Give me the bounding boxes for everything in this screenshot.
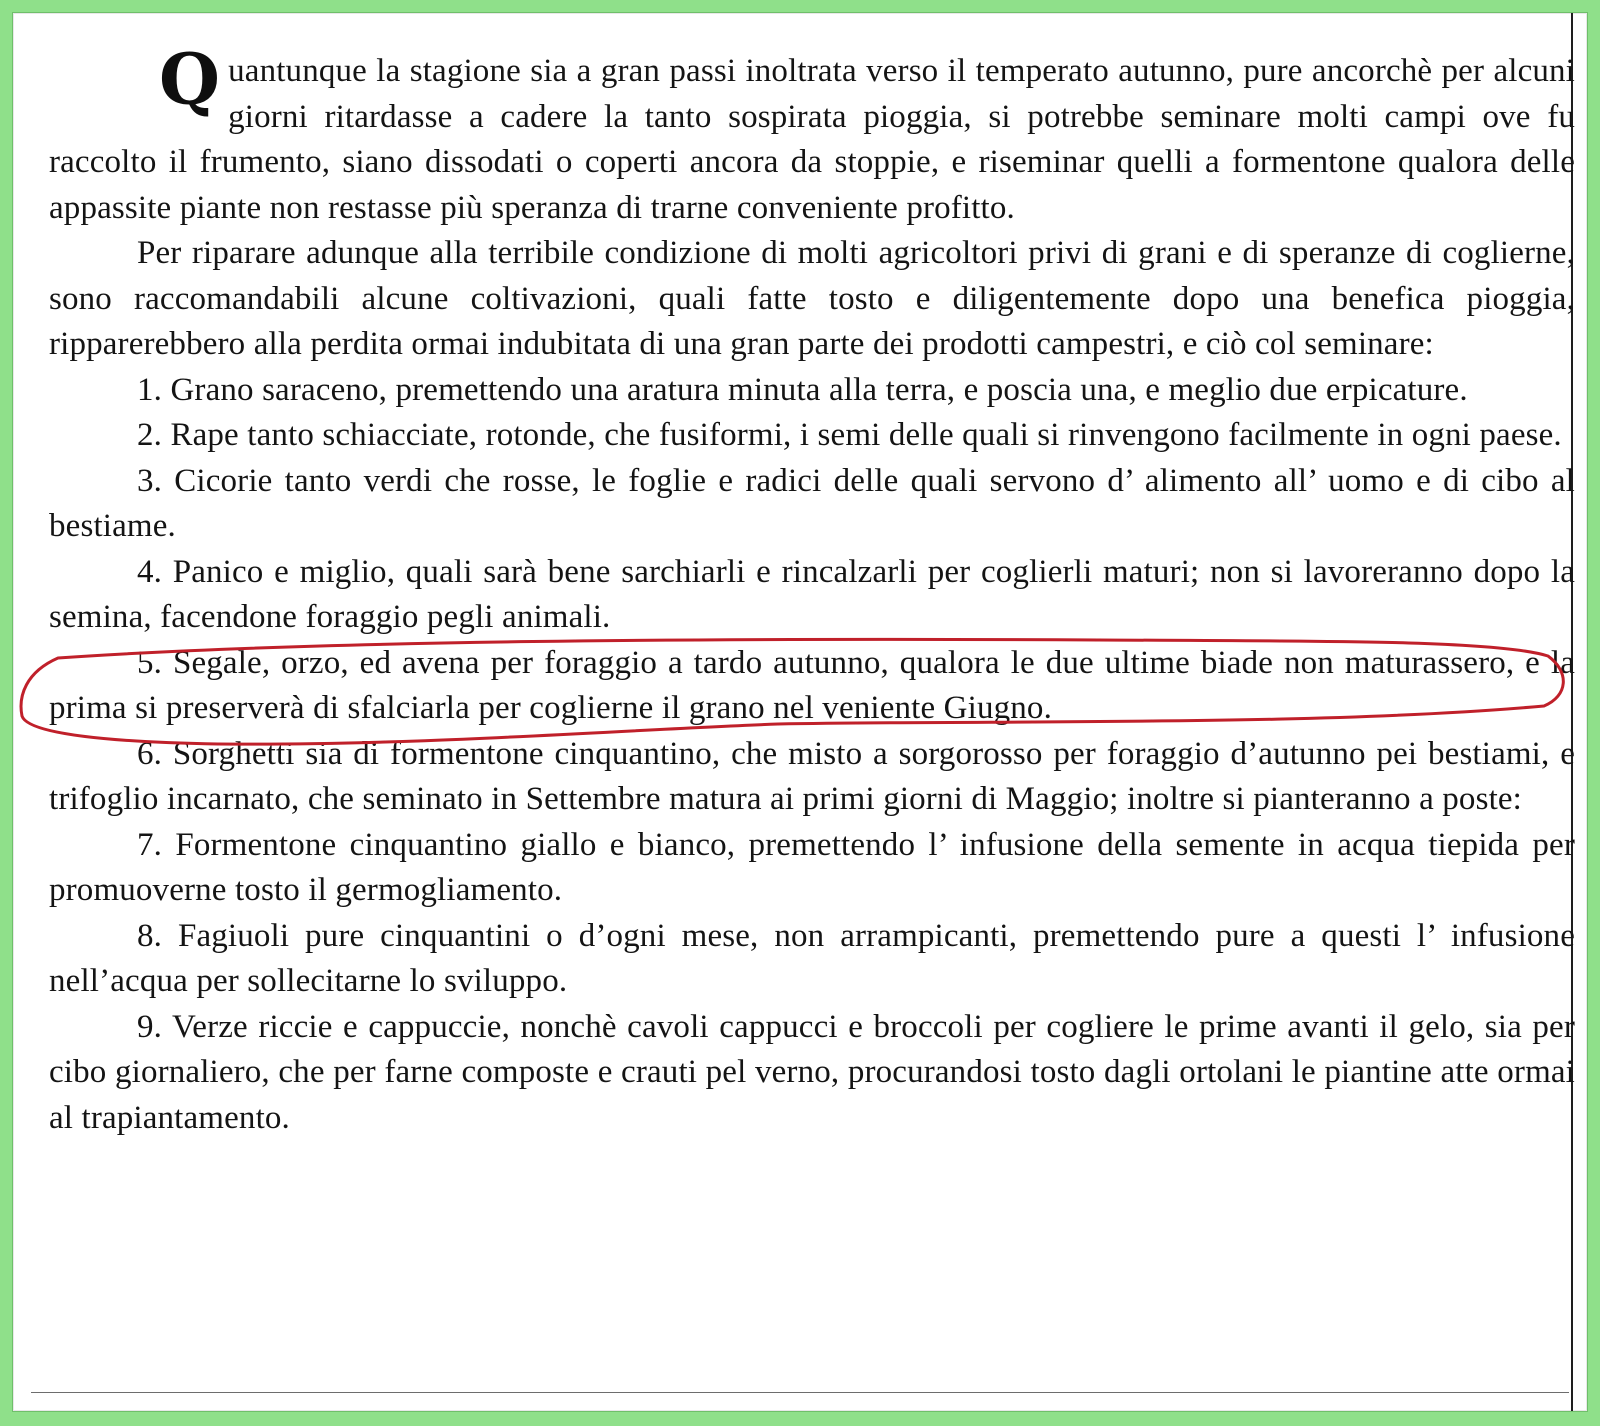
list-item-4: 4. Panico e miglio, quali sarà bene sarchiarli e rincalzarli per coglierli maturi; non si lavoreranno dopo la semina, facendone foraggio pegli animali. — [49, 553, 1575, 635]
paragraph-second: Per riparare adunque alla terribile condizione di molti agricoltori privi di grani e di speranze di coglierne, sono raccomandabili alcune coltivazioni, quali fatte tosto e diligentemente dopo una benefica pioggia, ripparerebbero alla perdita ormai indubitata di una gran parte dei prodotti campestri, e ciò col seminare: — [49, 235, 1575, 362]
list-item-3: 3. Cicorie tanto verdi che rosse, le foglie e radici delle quali servono d’ alimento all’ uomo e di cibo al bestiame. — [49, 462, 1575, 544]
scanned-page — [12, 12, 1588, 1412]
paragraph-intro — [49, 38, 1575, 231]
page-bottom-line — [31, 1392, 1569, 1393]
list-item-7: 7. Formentone cinquantino giallo e bianco, premettendo l’ infusione della semente in acqua tiepida per promuoverne tosto il germogliamento. — [49, 826, 1575, 908]
list-item-1: 1. Grano saraceno, premettendo una aratura minuta alla terra, e poscia una, e meglio due erpicature. — [137, 371, 1468, 408]
list-item-2: 2. Rape tanto schiacciate, rotonde, che fusiformi, i semi delle quali si rinvengono facilmente in ogni paese. — [137, 417, 1562, 453]
text-column — [49, 38, 1575, 1141]
dropcap-letter: Q — [159, 38, 221, 121]
paragraph-intro-text: uantunque la stagione sia a gran passi inoltrata verso il temperato autunno, pure ancorchè per alcuni giorni ritardasse a cadere la tanto sospirata pioggia, si potrebbe seminare molti campi ove fu raccolto il frumento, siano dissodati o coperti ancora da stoppie, e riseminar quelli a formentone qualora delle appassite piante non restasse più speranza di trarne conveniente profitto. — [49, 53, 1575, 226]
list-item-5: 5. Segale, orzo, ed avena per foraggio a tardo autunno, qualora le due ultime biade non maturassero, e la prima si preserverà di sfalciarla per coglierne il grano nel veniente Giugno. — [49, 644, 1575, 726]
list-item-8: 8. Fagiuoli pure cinquantini o d’ogni mese, non arrampicanti, premettendo pure a questi l’ infusione nell’acqua per sollecitarne lo sviluppo. — [49, 917, 1575, 999]
list-item-6: 6. Sorghetti sia di formentone cinquantino, che misto a sorgorosso per foraggio d’autunno pei bestiami, e trifoglio incarnato, che seminato in Settembre matura ai primi giorni di Maggio; inoltre si pianteranno a poste: — [49, 735, 1575, 817]
list-item-9: 9. Verze riccie e cappuccie, nonchè cavoli cappucci e broccoli per cogliere le prime avanti il gelo, sia per cibo giornaliero, che per farne composte e crauti pel verno, procurandosi tosto dagli ortolani le piantine atte ormai al trapiantamento. — [49, 1008, 1575, 1136]
